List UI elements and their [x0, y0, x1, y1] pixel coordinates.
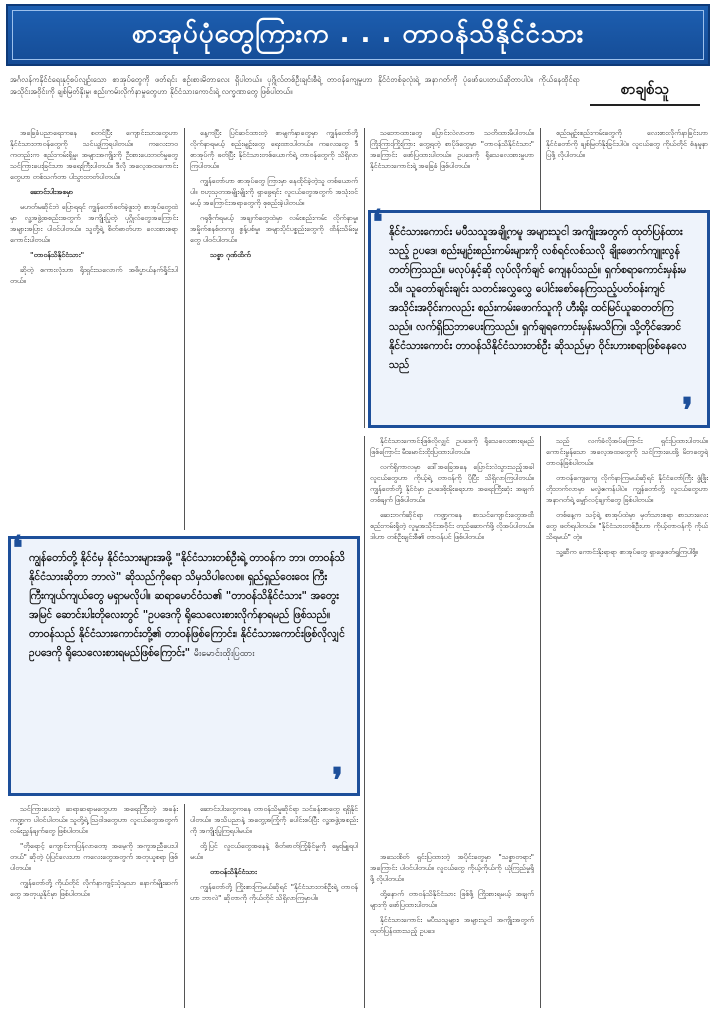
- pull-quote-attribution: မီးမောင်းထိုးပြထား: [193, 649, 255, 659]
- column-mid-right-1: [370, 436, 534, 846]
- paragraph: သင်ကြားပေးတဲ့ ဆရာဆရာမတွေဟာ အရေးကြီးတဲ့ အခန်းကဏ္ဍက ပါဝင်ပါတယ်။ သူတို့ရဲ့ သြဝါဒတွေဟာ လူငယ်တွေအတွက် လမ်းညွှန်ချက်တွေ ဖြစ်ပါတယ်။: [10, 805, 178, 835]
- column-top-middle: [190, 128, 358, 530]
- paragraph: ကျွန်တော်တို့ ကြိုးစားကြမယ်ဆိုရင် "နိုင်ငံသားတစ်ဦးရဲ့ တာဝန်ဟာ ဘာလဲ" ဆိုတာကို ကိုယ်တိုင် သိရှိလာကြမှာပါ။: [190, 883, 358, 902]
- pull-quote-text: နိုင်ငံသားကောင်း မပီသသူအချို့ကမူ အများသူငါ အကျိုးအတွက် ထုတ်ပြန်ထားသည့် ဥပဒေ၊ စည်းမျဉ်းစည်းကမ်းများကို လစ်ရင်လစ်သလို ချိုးဖောက်ကျူးလွန်တတ်ကြသည်။ မလုပ်နှင့်ဆို လုပ်လိုက်ချင် ကျေနပ်သည်။ ရှက်စရာကောင်းမှန်းမသိ။ သူတော်ချင်းချင်း သတင်းလွှေလွှေ ပေါင်းစော်နေကြသည့်ပတ်ဝန်းကျင် အသိုင်းအဝိုင်းကလည်း စည်းကမ်းဖောက်သူကို ဟီးရိုး ထင်မြင်ယူဆတတ်ကြသည်။ လက်ရှိသြဘာပေးကြသည်။ ရှက်ချရကောင်းမှန်းမသိကြ။ သို့တိုင်အောင် နိုင်ငံသားကောင်း တာဝန်သိနိုင်ငံသားတစ်ဦး ဆိုသည်မှာ ဝိုင်းဟားစရာဖြစ်နေလေသည်: [389, 226, 687, 371]
- paragraph: တာဝန်ကျေကျေ လိုက်နာကြမယ်ဆိုရင် နိုင်ငံတော်ကြီး ဖွံ့ဖြိုးတိုးတက်လာမှာ မလွဲဧကန်ပါပဲ။ ကျွန်တော်တို့ လူငယ်တွေဟာ အနာဂတ်ရဲ့ မျှော်လင့်ချက်တွေ ဖြစ်ပါတယ်။: [546, 474, 708, 504]
- column-divider: [184, 804, 185, 1008]
- headline-frame: [12, 10, 704, 60]
- subheading: "တာဝန်သိနိုင်ငံသား": [30, 251, 85, 259]
- column-bottom-left: [10, 804, 178, 1008]
- close-quote-icon: ❜: [332, 761, 343, 801]
- column-divider: [540, 436, 541, 1008]
- lede-paragraph: အင်္ဂလန်ကနိုင်ငံရေးနှင့်စပ်လျဉ်းသော စာအုပ်တွေကို ဖတ်ရင်း စဉ်းစားမိတာလေး ရှိပါတယ်။ ပုဂ္ဂိုလ်တစ်ဦးချင်းစီရဲ့ တာဝန်ကျေမှုဟာ နိုင်ငံတစ်ခုလုံးရဲ့ အနာဂတ်ကို ပုံဖော်ပေးတယ်ဆိုတာပါပဲ။ ကိုယ်နေထိုင်ရာ အသိုင်းအဝိုင်းကို ချစ်မြတ်နိုးမှု၊ စည်းကမ်းလိုက်နာမှုတွေဟာ နိုင်ငံသားကောင်းရဲ့ လက္ခဏာတွေ ဖြစ်ပါတယ်။: [10, 75, 580, 96]
- column-top-right-2: [546, 128, 708, 202]
- column-mid-right-2: [546, 436, 708, 1008]
- paragraph: "တိုရောင့် ကျောင်းကပြန်လာတော့ အမေ့ကို အကူအညီပေးပါတယ်" ဆိုတဲ့ ပုံပြင်လေးဟာ ကလေးတွေအတွက် အတုယူစရာ ဖြစ်ပါတယ်။: [10, 842, 178, 872]
- paragraph: ဂရုစိုက်ရမယ့် အချက်တွေထဲမှာ လမ်းစည်းကမ်း လိုက်နာမှု၊ အမှိုက်စနစ်တကျ စွန့်ပစ်မှု၊ အများပိုင်ပစ္စည်းတွေကို ထိန်းသိမ်းမှုတွေ ပါဝင်ပါတယ်။: [190, 214, 358, 244]
- paragraph: အသေးစိတ် ရှင်းပြထားတဲ့ အပိုင်းတွေမှာ "သစ္စာတရား" အကြောင်း ပါဝင်ပါတယ်။ လူငယ်တွေ ကိုယ့်ကိုယ်ကို ယုံကြည်မှုရှိဖို့ လိုပါတယ်။: [370, 853, 534, 883]
- headline: စာအုပ်ပုံတွေကြားက . . . တာဝန်သိနိုင်ငံသား: [131, 18, 585, 49]
- paragraph: ထို့ပြင် လူငယ်တွေအနေနဲ့ စိတ်ဓာတ်ကြံ့ခိုင်မှုကို မွေးမြူရပါမယ်။: [190, 842, 358, 861]
- open-quote-icon: ❛: [12, 529, 23, 569]
- column-divider: [364, 128, 365, 428]
- open-quote-icon: ❛: [372, 203, 383, 243]
- paragraph: ထို့နောက် တာဝန်သိနိုင်ငံသား ဖြစ်ဖို့ ကြိုးစားရမယ့် အချက်များကို ဖော်ပြထားပါတယ်။: [370, 890, 534, 909]
- column-bottom-middle: [190, 804, 358, 1008]
- paragraph: သည် လက်ခံလိုအပ်ကြောင်း ရှင်းပြထားပါတယ်။ ကောင်းမွန်သော အလေ့အထတွေကို သင်ကြားပေးဖို့ မိဘတွေရဲ့ တာဝန်ဖြစ်ပါတယ်။: [546, 437, 708, 467]
- close-quote-icon: ❜: [682, 391, 693, 431]
- paragraph: အခြေခံပညာရေးကနေ စတင်ပြီး ကျောင်းသားတွေဟာ နိုင်ငံသားတာဝန်တွေကို သင်ယူကြရပါတယ်။ ကလေးဘဝကတည်းက စည်းကမ်းရှိမှု၊ အများအကျိုးကို ဦးစားပေးတတ်မှုတွေ သင်ကြားပေးခြင်းဟာ အရေးကြီးပါတယ်။ ဒီလို အလေ့အထကောင်းတွေဟာ တစ်သက်တာ ပါသွားတတ်ပါတယ်။: [10, 129, 178, 181]
- byline: စာချစ်သူ: [590, 80, 700, 106]
- column-divider: [364, 436, 365, 1008]
- column-divider: [184, 128, 185, 530]
- paragraph: နေ့ကပြီး ပြင်ဆင်ထားတဲ့ စာမျက်နှာတွေမှာ ကျွန်တော်တို့ လိုက်နာရမယ့် စည်းမျဉ်းတွေ ရေးထားပါတယ်။ ကလေးတွေ ဒီစာအုပ်ကို ဖတ်ပြီး နိုင်ငံသားတစ်ယောက်ရဲ့ တာဝန်တွေကို သိရှိလာကြပါတယ်။: [190, 129, 358, 170]
- paragraph: နိုင်ငံသားကောင်းဖြစ်လိုလျှင် ဥပဒေကို ရိုသေလေးစားရမည်ဖြစ်ကြောင်း မီးမောင်းထိုးပြထားပါတယ်။: [370, 437, 534, 456]
- pull-quote-text: ကျွန်တော်တို့ နိုင်ငံမှ နိုင်ငံသားများအဖို့ "နိုင်ငံသားတစ်ဦးရဲ့ တာဝန်က ဘာ၊ တာဝန်သိနိုင်ငံသားဆိုတာ ဘာလဲ" ဆိုသည်ကိုရော သိမှသိပါလေစ။ ရှည်ရှည်ဝေးဝေး ကြီးကြီးကျယ်ကျယ်တွေ မရှာမလိုပါ။ ဆရာမောင်ဝံသ၏ "တာဝန်သိနိုင်ငံသား" အတွေးအမြင် ဆောင်းပါးတိုလေးတွင် "ဥပဒေကို ရိုသေလေးစားလိုက်နာရမည် ဖြစ်သည်။ တာဝန်သည် နိုင်ငံသားကောင်းတို့၏ တာဝန်ဖြစ်ကြောင်း၊ နိုင်ငံသားကောင်းဖြစ်လိုလျှင် ဥပဒေကို ရိုသေလေးစားရမည်ဖြစ်ကြောင်း": [29, 552, 345, 659]
- paragraph: လက်ရှိကာလမှာ ဒေါ်အခြေအနေ ပြောင်းလဲသွားသည့်အခါ လူငယ်တွေဟာ ကိုယ့်ရဲ့ တာဝန်ကို ပိုပြီး သိရှိလာကြပါတယ်။ ကျွန်တော်တို့ နိုင်ငံမှာ ဥပဒေစိုးမိုးရေးဟာ အရေးကြီးဆုံး အချက်တစ်ချက် ဖြစ်ပါတယ်။: [370, 463, 534, 504]
- paragraph: စည်းမျဉ်းစည်းကမ်းတွေကို လေးစားလိုက်နာခြင်းဟာ နိုင်ငံတော်ကို ချစ်မြတ်နိုးခြင်းပါပဲ။ လူငယ်တွေ ကိုယ်တိုင် စံနမူနာပြဖို့ လိုပါတယ်။: [546, 129, 708, 159]
- paragraph: ကျွန်တော်ဟာ စာအုပ်တွေ ကြားမှာ နေထိုင်ခဲ့တဲ့သူ တစ်ယောက်ပါ။ ဗဟုသုတအမျိုးမျိုးကို ရှာဖွေရင်း လူငယ်တွေအတွက် အသုံးဝင်မယ့် အကြောင်းအရာတွေကို စုစည်းခဲ့ပါတယ်။: [190, 177, 358, 207]
- column-top-right-1: [370, 128, 534, 202]
- paragraph: ဆောင်းပါးတွေကနေ တာဝန်သိမှုဆိုင်ရာ သင်ခန်းစာတွေ ရရှိနိုင်ပါတယ်။ အသိပညာနဲ့ အတွေ့အကြုံကို ပေါင်းစပ်ပြီး လူ့အဖွဲ့အစည်းကို အကျိုးပြုကြရပါမယ်။: [190, 805, 358, 835]
- paragraph: ဆေးဘက်ဆိုင်ရာ ကဏ္ဍကနေ စာသင်ကျောင်းတွေအထိ စည်းကမ်းရှိတဲ့ လူမှုအသိုင်းအဝိုင်း တည်ဆောက်ဖို့ လိုအပ်ပါတယ်။ ဒါဟာ တစ်ဦးချင်းစီ၏ တာဝန်ပင် ဖြစ်ပါတယ်။: [370, 511, 534, 541]
- pull-quote-left: [8, 536, 360, 801]
- paragraph: ကျွန်တော်တို့ ကိုယ်တိုင် လိုက်နာကျင့်သုံးမှသာ နောက်မျိုးဆက်တွေ အတုယူနိုင်မှာ ဖြစ်ပါတယ်။: [10, 879, 178, 898]
- paragraph: နိုင်ငံသားကောင်း မပီသသူများ၊ အများသူငါ အကျိုးအတွက် ထုတ်ပြန်ထားသည့် ဥပဒေ: [370, 916, 534, 935]
- paragraph: တစ်နေ့က သင့်ရဲ့ စာအုပ်ထဲမှာ မှတ်သားစရာ စာသားလေးတွေ ဖတ်ရပါတယ်။ "နိုင်ငံသားတစ်ဦးဟာ ကိုယ့်တာဝန်ကို ကိုယ်သိရမယ်" တဲ့။: [546, 511, 708, 541]
- subheading: ဆောင်းပါးအစမှာ: [30, 188, 74, 196]
- paragraph: ဆိုတဲ့ စကားလုံးဟာ ရိုးရှင်းသလောက် အဓိပ္ပာယ်နက်ရှိုင်းပါတယ်။: [10, 266, 178, 285]
- pull-quote-right: [368, 210, 710, 431]
- column-top-left: [10, 128, 178, 530]
- column-bottom-right-1: [370, 852, 534, 1008]
- headline-banner: [6, 4, 710, 66]
- paragraph: မဟတ်မဆိုင်ဘဲ ပြောရရင် ကျွန်တော်ဖတ်ခဲ့ဖူးတဲ့ စာအုပ်တွေထဲမှာ လူ့အဖွဲ့အစည်းအတွက် အကျိုးပြုတဲ့ ပုဂ္ဂိုလ်တွေအကြောင်း အများအပြား ပါဝင်ပါတယ်။ သူတို့ရဲ့ စိတ်ဓာတ်ဟာ လေးစားစရာကောင်းပါတယ်။: [10, 203, 178, 244]
- paragraph: သဘောထားတွေ ပြောင်းလဲလာတာ သတိထားမိပါတယ်။ ကြိုးကြားကြိုးကြား တွေ့ရတဲ့ စာပိုဒ်တွေမှာ "တာဝန်သိနိုင်ငံသား" အကြောင်း ဖော်ပြထားပါတယ်။ ဥပဒေကို ရိုသေလေးစားမှုဟာ နိုင်ငံသားကောင်းရဲ့ အခြေခံ ဖြစ်ပါတယ်။: [370, 129, 534, 170]
- subheading: တာဝန်သိနိုင်ငံသား: [210, 868, 257, 876]
- subheading: သစ္စာ ဂုဏ်ထိက်: [210, 251, 251, 259]
- paragraph: သူ့ဆီက ကောင်းနိုးရာရာ စာအုပ်တွေ ရှာဖွေဖတ်ရှုကြပါစို့။: [556, 548, 699, 556]
